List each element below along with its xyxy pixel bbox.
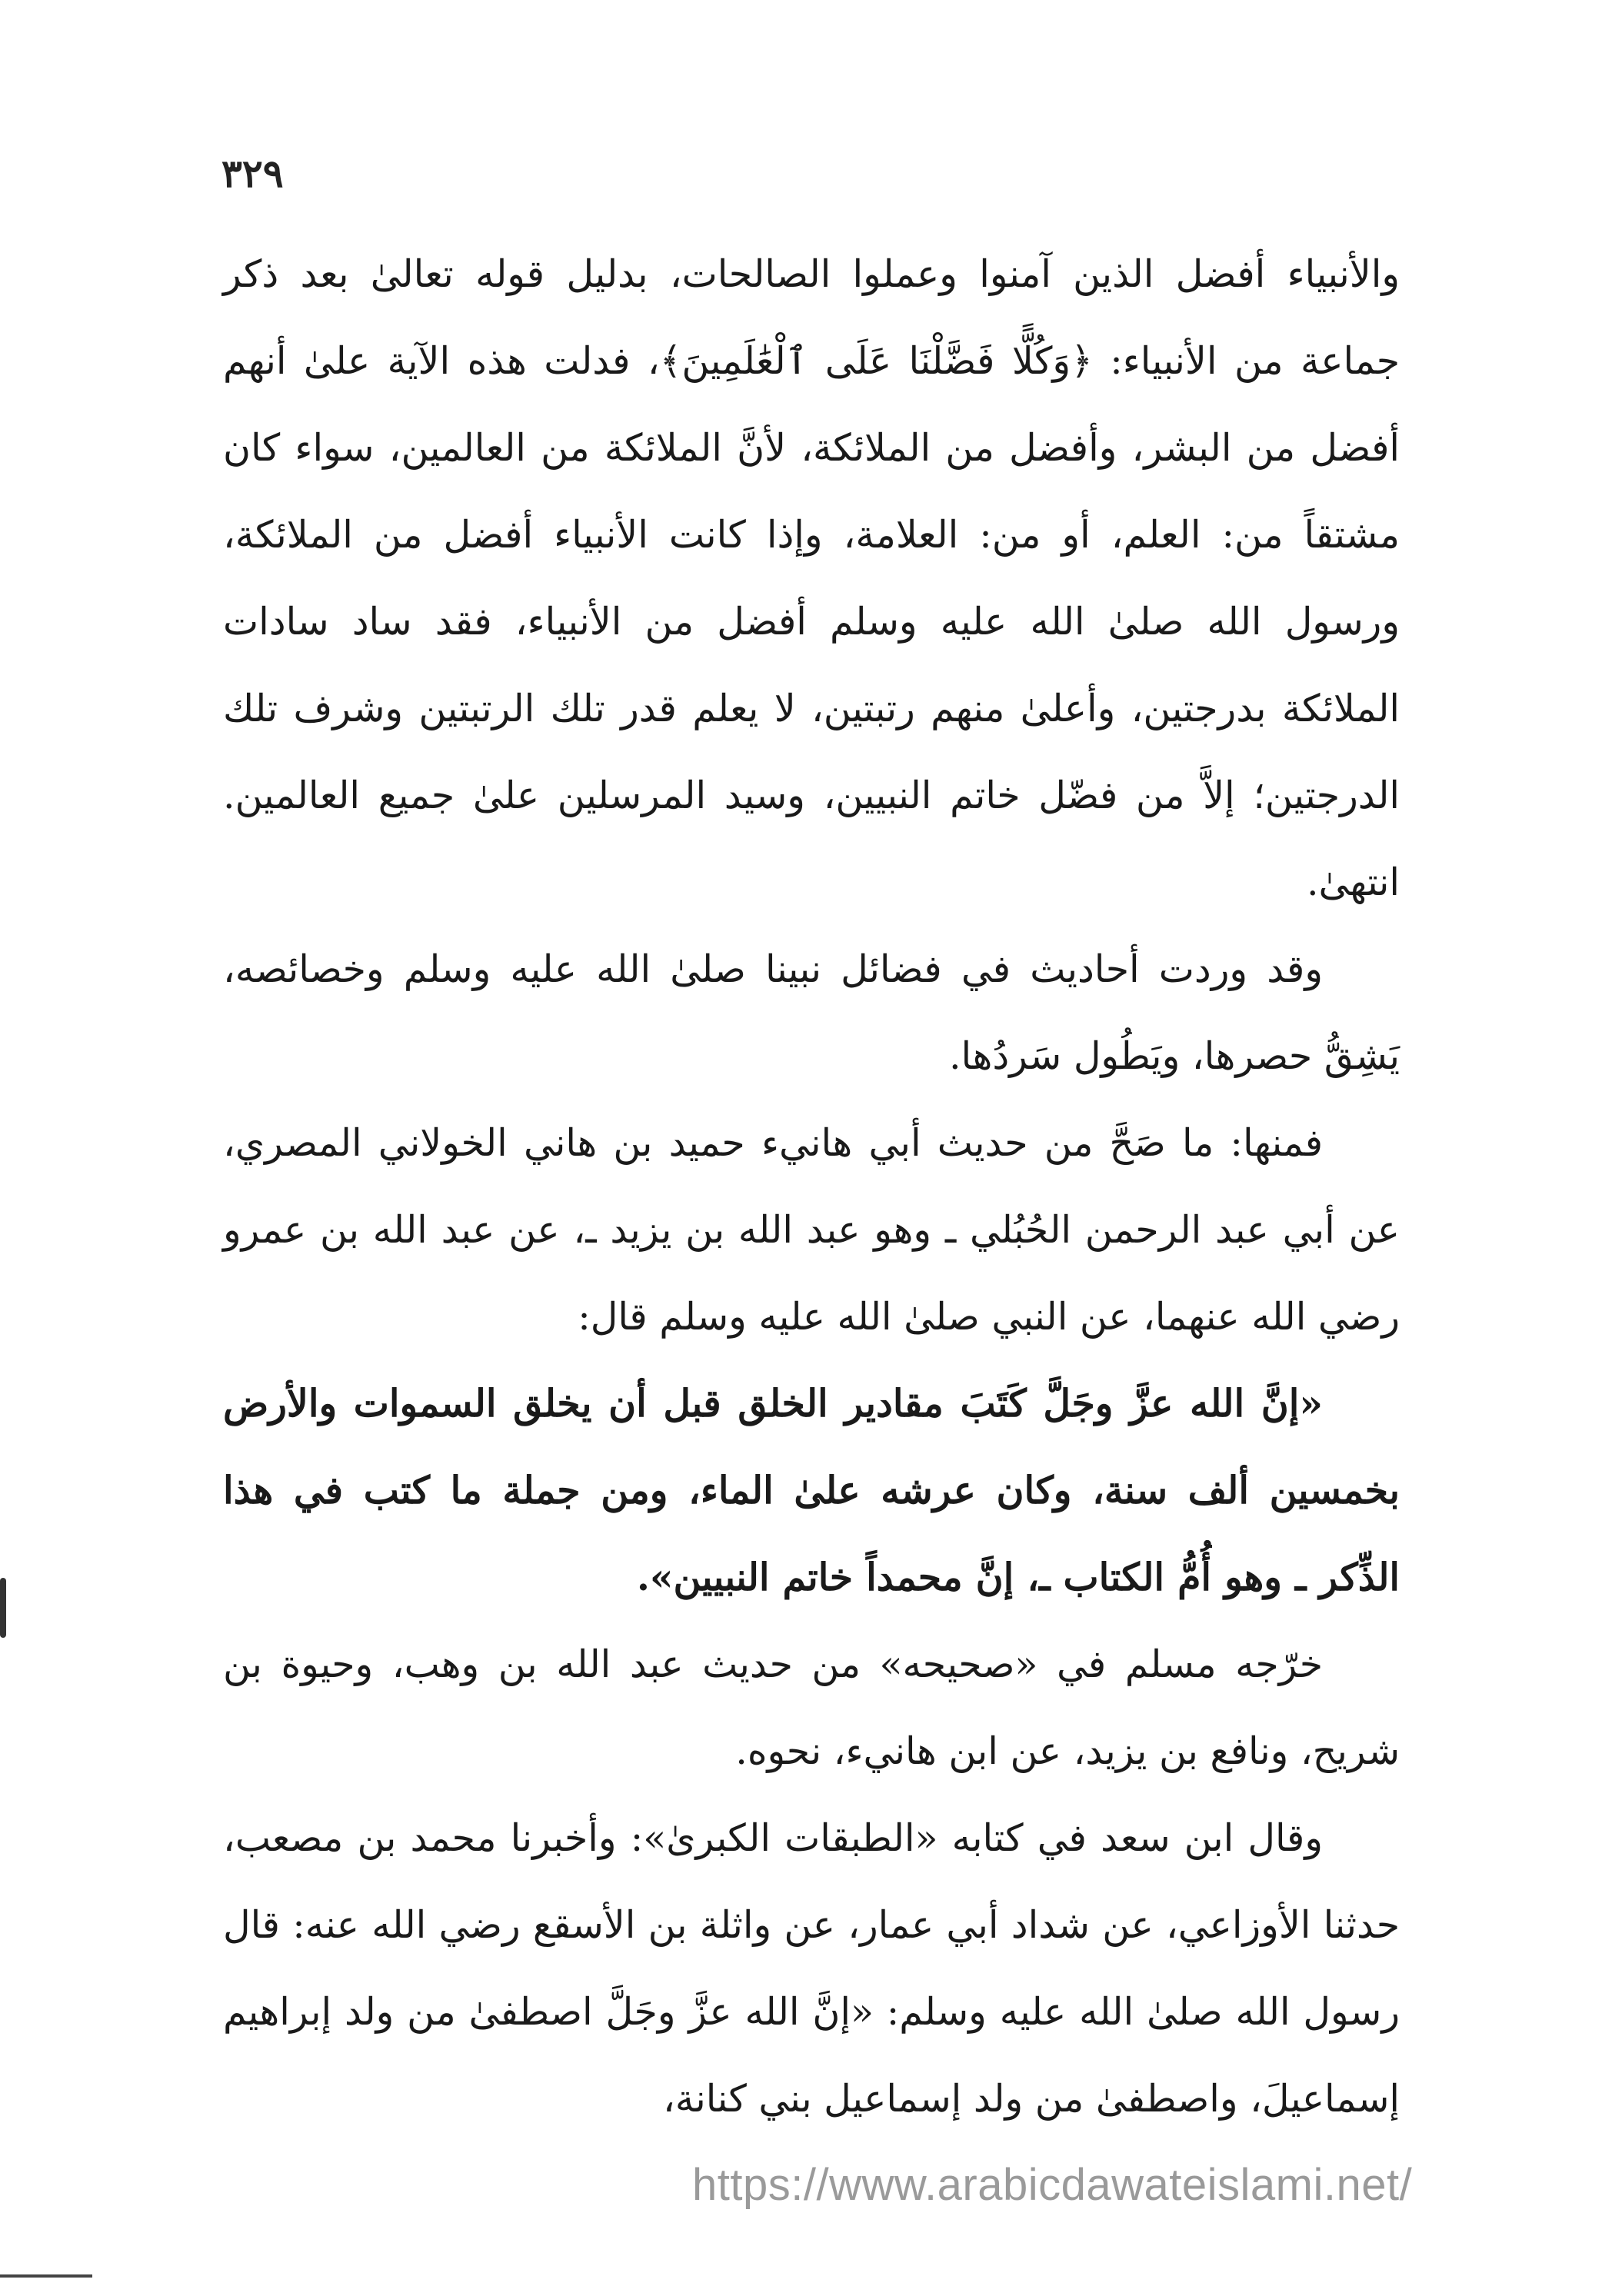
margin-mark: [0, 1578, 6, 1638]
bottom-rule: [0, 2274, 92, 2278]
main-text: [223, 231, 1400, 2142]
paragraph: خرّجه مسلم في «صحيحه» من حديث عبد الله بن وهب، وحيوة بن شريح، ونافع بن يزيد، عن ابن هانيء، نحوه.: [223, 1642, 1400, 1773]
footer-url: https://www.arabicdawateislami.net/: [692, 2160, 1413, 2210]
paragraph: وقد وردت أحاديث في فضائل نبينا صلىٰ الله عليه وسلم وخصائصه، يَشِقُّ حصرها، ويَطُول سَردُها.: [223, 947, 1400, 1078]
paragraph: والأنبياء أفضل الذين آمنوا وعملوا الصالحات، بدليل قوله تعالىٰ بعد ذكر جماعة من الأنبياء: ﴿وَكُلًّا فَضَّلْنَا عَلَى ٱلْعَٰلَمِينَ﴾، فدلت هذه الآية علىٰ أنهم أفضل من البشر، وأفضل من الملائكة، لأنَّ الملائكة من العالمين، سواء كان مشتقاً من: العلم، أو من: العلامة، وإذا كانت الأنبياء أفضل من الملائكة، ورسول الله صلىٰ الله عليه وسلم أفضل من الأنبياء، فقد ساد سادات الملائكة بدرجتين، وأعلىٰ منهم رتبتين، لا يعلم قدر تلك الرتبتين وشرف تلك الدرجتين؛ إلاَّ من فضّل خاتم النبيين، وسيد المرسلين علىٰ جميع العالمين. انتهىٰ.: [223, 252, 1400, 904]
paragraph: فمنها: ما صَحَّ من حديث أبي هانيء حميد بن هاني الخولاني المصري، عن أبي عبد الرحمن الحُبُلي ـ وهو عبد الله بن يزيد ـ، عن عبد الله بن عمرو رضي الله عنهما، عن النبي صلىٰ الله عليه وسلم قال:: [223, 1121, 1400, 1339]
paragraph: وقال ابن سعد في كتابه «الطبقات الكبرىٰ»: وأخبرنا محمد بن مصعب، حدثنا الأوزاعي، عن شداد أبي عمار، عن واثلة بن الأسقع رضي الله عنه: قال رسول الله صلىٰ الله عليه وسلم: «إنَّ الله عزَّ وجَلَّ اصطفىٰ من ولد إبراهيم إسماعيلَ، واصطفىٰ من ولد إسماعيل بني كنانة،: [223, 1816, 1400, 2121]
hadith-quote: «إنَّ الله عزَّ وجَلَّ كَتَبَ مقادير الخلق قبل أن يخلق السموات والأرض بخمسين ألف سنة، وكان عرشه علىٰ الماء، ومن جملة ما كتب في هذا الذِّكر ـ وهو أُمُّ الكتاب ـ، إنَّ محمداً خاتم النبيين».: [223, 1381, 1400, 1599]
page-number: ٣٢٩: [221, 151, 284, 196]
